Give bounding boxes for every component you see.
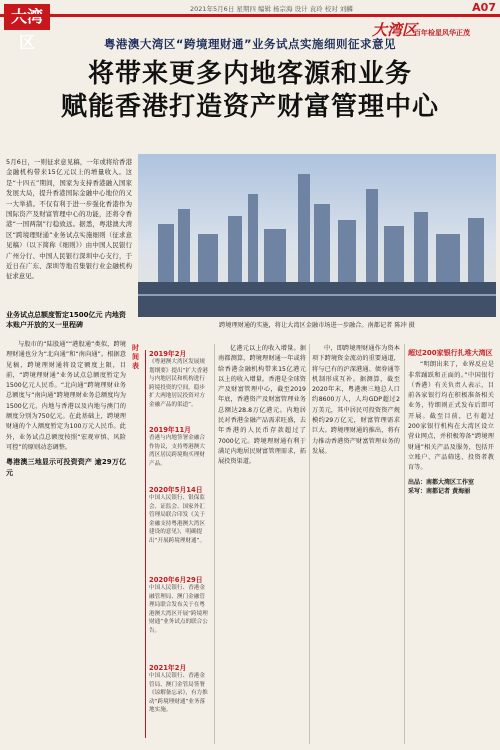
logo-tagline: 百年检星风华正茂 [414, 29, 470, 37]
column-divider [404, 344, 405, 744]
headline-line-1: 将带来更多内地客源和业务 [87, 59, 412, 89]
timeline-label: 时间表 [132, 344, 139, 370]
body-column-1 [6, 340, 126, 480]
body-paragraph: 与股市的“陆股通”“港股通”类似，跨境理财通也分为“北向通”和“南向通”。根据意见稿，跨境理财通将设定额度上限，目前，“跨境理财通”业务试点总额度暂定为1500亿元人民币。“北向通”跨境理财业务总额度与“南向通”跨境理财业务总额度均为1500亿元，内地与香港以及内地与澳门的额度分别为750亿元。在此基础上，跨境理财通的个人额度暂定为100万元人民币。此外，业务试点总额度按照“宏观审慎、风险可控”的原则动态调整。 [6, 341, 126, 451]
body-paragraph: “明朗出来了，业界反应是非常踊跃和正面的。”中国银行（香港）有关负责人表示，目前各家银行均在积极准备相关业务，待细则正式发布后即可开展。截至目前，已有超过200家银行机构在大湾区设立营业网点，并积极筹备“跨境理财通”相关产品及服务，包括开立账户、产品筛选、投资者教育等。 [408, 361, 494, 472]
timeline-text: 《粤港澳大湾区发展规划纲要》提出“扩大香港与内地居民和机构进行跨境投资的空间，稳步扩大两地居民投资对方金融产品的渠道”。 [149, 359, 208, 408]
photo-caption: 跨境理财通的实施，将让大湾区金融市场进一步融合。南都记者 陈冲 摄 [219, 322, 415, 329]
timeline-text: 中国人民银行、银保监会、证监会、国家外汇管理局联合印发《关于金融支持粤港澳大湾区建设的意见》，明确提出“开展跨境理财通”。 [149, 495, 206, 544]
headline-line-2: 赋能香港打造资产财富管理中心 [60, 92, 439, 122]
timeline-date: 2021年2月 [149, 664, 187, 672]
timeline-date: 2020年6月29日 [149, 576, 203, 584]
timeline-event [149, 574, 209, 636]
timeline-date: 2019年11月 [149, 426, 191, 434]
news-photo [138, 154, 496, 317]
timeline-text: 中国人民银行、香港金管局、澳门金管局签署《谅解备忘录》，有力推动“跨境理财通”业务落地实施。 [149, 673, 208, 714]
timeline-text: 香港与内地签署金融合作协议，支持粤港澳大湾区居民跨境购买理财产品。 [149, 435, 205, 467]
column-divider [214, 344, 215, 744]
timeline-event [149, 348, 209, 410]
issue-meta: 2021年5月6日 星期四 编辑 杨宗海 设计 袁玲 校对 刘麟 [190, 5, 353, 13]
body-paragraph: 中，即跨境理财通作为资本项下跨境资金流动的重要通道，将与已有的沪深港通、债券通等机制形成互补。据测算，截至2020年末，粤港澳三地总人口约8600万人，人均GDP超过2万美元，其中居民可投资资产规模约29万亿元，财富管理需求巨大。跨境理财通的推出，将有力推动香港资产财富管理业务的发展。 [312, 345, 400, 455]
timeline-text: 中国人民银行、香港金融管理局、澳门金融管理局联合发布关于在粤港澳大湾区开展“跨境理财通”业务试点的联合公告。 [149, 585, 208, 634]
timeline-line [145, 350, 146, 738]
body-column-3 [312, 344, 400, 457]
article-lead [6, 157, 132, 282]
timeline-event [149, 662, 209, 715]
timeline-box [132, 344, 210, 742]
article-kicker: 粤港澳大湾区“跨境理财通”业务试点实施细则征求意见 [103, 37, 397, 51]
timeline-date: 2019年2月 [149, 350, 187, 358]
skyline-illustration [138, 154, 496, 317]
section-subheading: 业务试点总额度暂定1500亿元 内地资本账户开放的又一里程碑 [6, 311, 126, 329]
timeline-event [149, 484, 209, 546]
body-paragraph: 亿港元以上的收入增量。据南都测算，跨境理财通一年或将给香港金融机构带来15亿港元以上的收入增量。香港是全球资产及财富管理中心，截至2019年底，香港资产及财富管理业务总额达28.8万亿港元。内地居民对香港金融产品需求旺盛，去年香港的人民币存款超过了7000亿元。跨境理财通有利于满足内地居民财富管理需求，拓展投资渠道。 [218, 345, 306, 466]
article-headline [0, 58, 500, 124]
body-column-4 [408, 344, 494, 496]
logo-mark: 大湾区 [372, 21, 418, 39]
byline: 出品：南都大湾区工作室 采写：南都记者 黄海丽 [408, 478, 475, 495]
column-divider [309, 344, 310, 744]
header-rule [0, 14, 500, 17]
lead-paragraph: 5月6日，一则征求意见稿，一年或将给香港金融机构带来15亿元以上的增量收入。这是“十四五”期间，国家为支持香港融入国家发展大局，提升香港国际金融中心地位的又一大举措。不仅有利于进一步强化香港作为国际资产及财富管理中心的功能，还将令香港“一国两制”行稳致远。据悉，粤港澳大湾区“跨境理财通”业务试点实施细则（征求意见稿）（以下简称《细则》）由中国人民银行广州分行、中国人民银行深圳中心支行，于近日在广东、深圳等地召集银行业金融机构征求意见。 [6, 158, 132, 281]
timeline-event [149, 424, 209, 468]
page-number: A07 [472, 1, 496, 14]
section-badge: 区 [4, 4, 50, 30]
body-column-2 [218, 344, 306, 468]
column-subheading: 超过200家银行扎堆大湾区 [408, 349, 493, 357]
column-subheading: 粤港澳三地显示可投资资产 逾29万亿元 [6, 458, 126, 477]
timeline-date: 2020年5月14日 [149, 486, 203, 494]
